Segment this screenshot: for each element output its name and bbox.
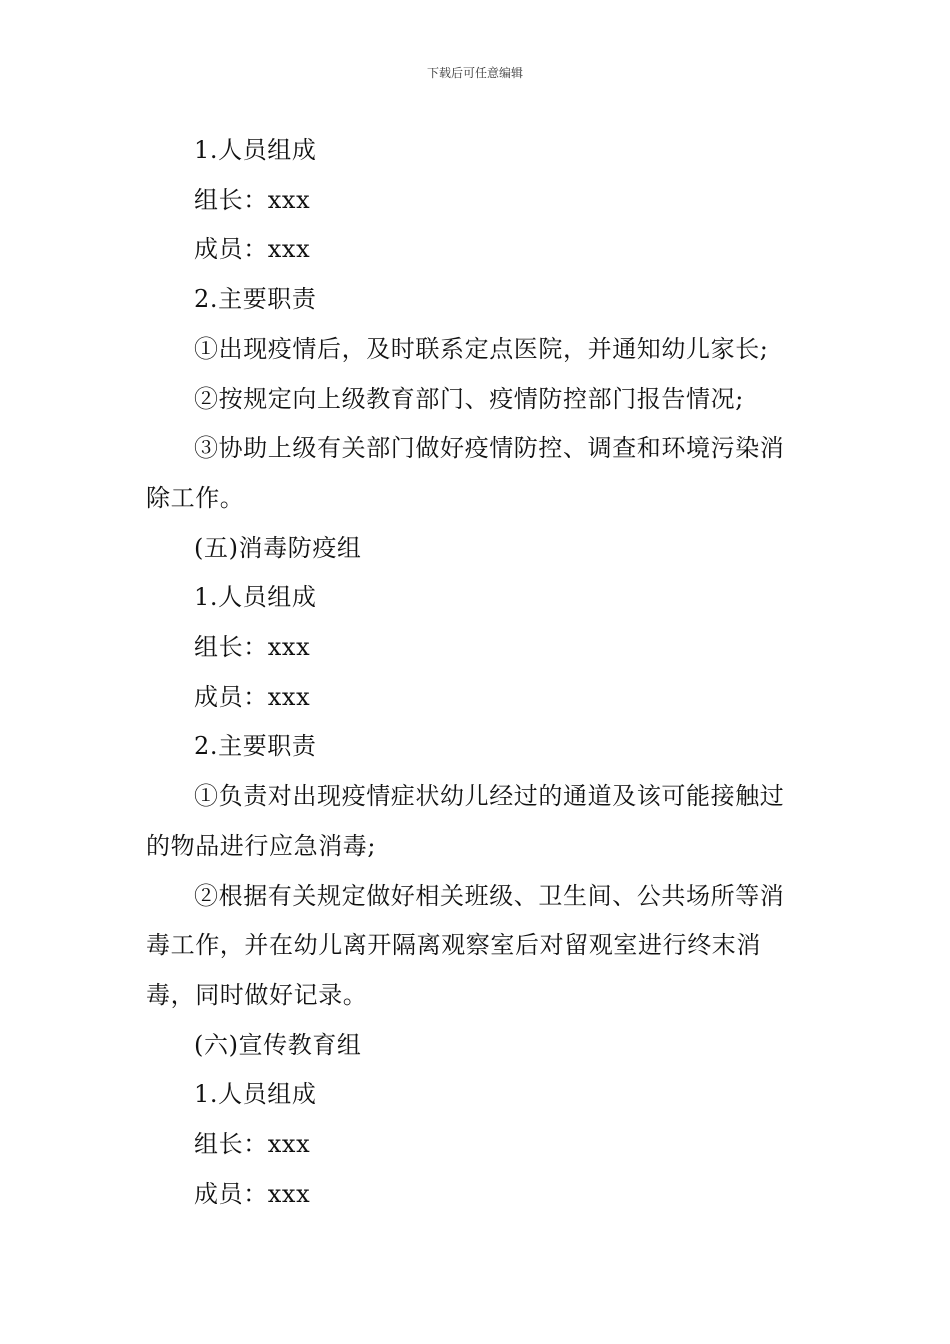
document-body — [146, 126, 808, 1219]
team-leader-3: 组长：xxx — [194, 1130, 311, 1159]
heading-duties-2: 2.主要职责 — [194, 732, 317, 761]
duty-item: ②按规定向上级教育部门、疫情防控部门报告情况; — [194, 384, 744, 413]
duty-item: ①负责对出现疫情症状幼儿经过的通道及该可能接触过的物品进行应急消毒; — [146, 782, 785, 860]
duty-item: ①出现疫情后，及时联系定点医院，并通知幼儿家长; — [194, 334, 769, 363]
team-leader-1: 组长：xxx — [194, 185, 311, 214]
duty-item: ③协助上级有关部门做好疫情防控、调查和环境污染消除工作。 — [146, 434, 785, 512]
team-members-1: 成员：xxx — [194, 235, 311, 264]
page-header-note: 下载后可任意编辑 — [426, 66, 523, 80]
section-heading-disinfection: (五)消毒防疫组 — [194, 533, 362, 562]
heading-personnel-2: 1.人员组成 — [194, 583, 317, 612]
team-members-3: 成员：xxx — [194, 1179, 311, 1208]
section-heading-publicity: (六)宣传教育组 — [194, 1030, 362, 1059]
team-members-2: 成员：xxx — [194, 682, 311, 711]
heading-duties-1: 2.主要职责 — [194, 285, 317, 314]
duty-item: ②根据有关规定做好相关班级、卫生间、公共场所等消毒工作，并在幼儿离开隔离观察室后对留观室进行终末消毒，同时做好记录。 — [146, 881, 785, 1009]
heading-personnel-1: 1.人员组成 — [194, 136, 317, 164]
team-leader-2: 组长：xxx — [194, 633, 311, 662]
heading-personnel-3: 1.人员组成 — [194, 1080, 317, 1109]
